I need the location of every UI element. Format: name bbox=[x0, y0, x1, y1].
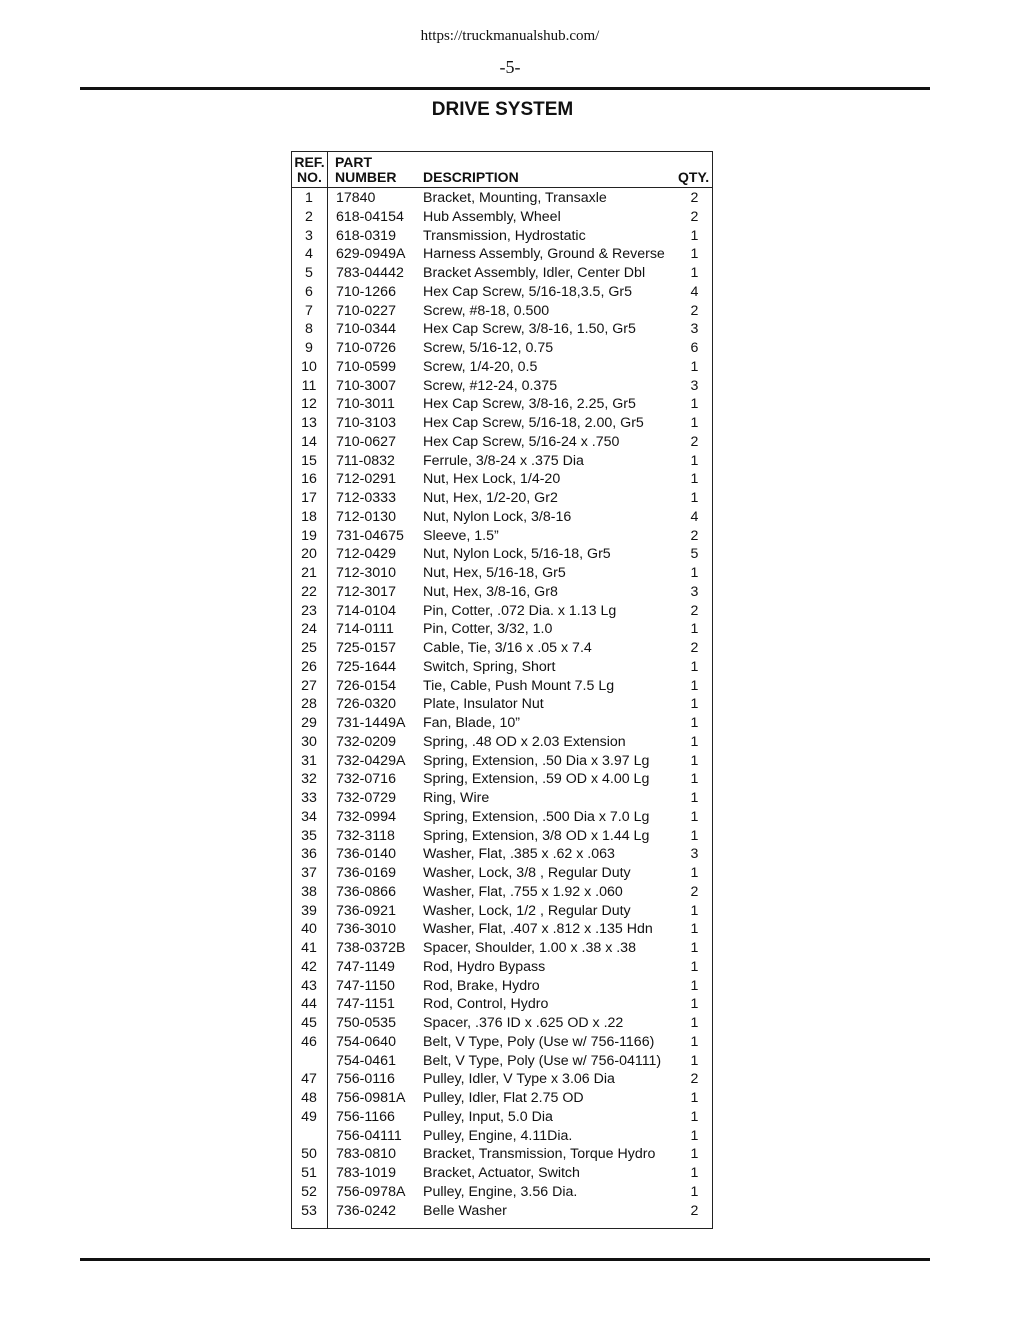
qty-cell: 1 bbox=[690, 490, 699, 506]
description-cell: Nut, Hex, 1/2-20, Gr2 bbox=[423, 490, 558, 506]
qty-cell: 1 bbox=[690, 246, 699, 263]
ref-no-cell: 17 bbox=[301, 490, 317, 506]
table-row bbox=[0, 1183, 1020, 1202]
table-row bbox=[0, 695, 1020, 714]
qty-cell: 1 bbox=[690, 865, 699, 881]
part-number-cell: 732-0729 bbox=[336, 790, 396, 806]
description-cell: Transmission, Hydrostatic bbox=[423, 227, 586, 244]
part-number-cell: 710-3103 bbox=[336, 415, 396, 431]
ref-no-cell: 34 bbox=[301, 808, 317, 825]
part-number-cell: 747-1149 bbox=[336, 958, 395, 975]
top-divider bbox=[80, 87, 930, 90]
qty-cell: 1 bbox=[690, 1108, 699, 1125]
description-cell: Pin, Cotter, .072 Dia. x 1.13 Lg bbox=[423, 602, 617, 619]
qty-cell: 2 bbox=[690, 527, 699, 544]
part-number-cell: 783-1019 bbox=[336, 1165, 396, 1181]
table-row bbox=[0, 452, 1020, 471]
part-number-cell: 711-0832 bbox=[336, 452, 395, 469]
table-row bbox=[0, 808, 1020, 827]
table-row bbox=[0, 302, 1020, 321]
table-row bbox=[0, 508, 1020, 527]
ref-no-cell: 48 bbox=[301, 1090, 317, 1106]
description-cell: Spacer, .376 ID x .625 OD x .22 bbox=[423, 1015, 624, 1031]
qty-cell: 3 bbox=[690, 321, 699, 338]
table-row bbox=[0, 995, 1020, 1014]
qty-cell: 1 bbox=[690, 752, 699, 769]
ref-no-cell: 22 bbox=[301, 583, 317, 600]
description-cell: Hex Cap Screw, 5/16-18,3.5, Gr5 bbox=[423, 283, 632, 300]
part-number-cell: 736-0140 bbox=[336, 846, 396, 863]
table-row bbox=[0, 527, 1020, 546]
ref-no-cell: 19 bbox=[301, 527, 317, 544]
description-cell: Hub Assembly, Wheel bbox=[423, 208, 561, 225]
page-number: -5- bbox=[499, 57, 521, 77]
ref-no-cell: 49 bbox=[301, 1108, 317, 1125]
ref-no-cell: 12 bbox=[301, 396, 317, 413]
description-cell: Pulley, Idler, V Type x 3.06 Dia bbox=[423, 1071, 615, 1088]
part-number-cell: 747-1150 bbox=[336, 977, 395, 994]
part-number-cell: 712-0333 bbox=[336, 490, 396, 506]
table-row bbox=[0, 189, 1020, 208]
ref-no-cell: 6 bbox=[305, 283, 313, 300]
page-title: DRIVE SYSTEM bbox=[431, 99, 574, 120]
table-row bbox=[0, 602, 1020, 621]
part-number-cell: 725-1644 bbox=[336, 658, 396, 675]
table-row bbox=[0, 545, 1020, 564]
part-number-cell: 714-0111 bbox=[336, 621, 394, 638]
table-row bbox=[0, 583, 1020, 602]
description-cell: Rod, Brake, Hydro bbox=[423, 977, 540, 994]
ref-no-cell: 13 bbox=[301, 415, 317, 431]
part-number-cell: 736-0169 bbox=[336, 865, 396, 881]
ref-no-cell: 8 bbox=[305, 321, 313, 338]
description-cell: Washer, Flat, .755 x 1.92 x .060 bbox=[423, 883, 623, 900]
description-cell: Bracket Assembly, Idler, Center Dbl bbox=[423, 265, 646, 281]
part-number-cell: 726-0154 bbox=[336, 677, 396, 694]
part-number-cell: 731-1449A bbox=[336, 715, 406, 731]
qty-cell: 1 bbox=[690, 696, 699, 713]
description-cell: Pin, Cotter, 3/32, 1.0 bbox=[423, 621, 553, 638]
ref-no-cell: 21 bbox=[301, 565, 317, 581]
ref-no-cell: 37 bbox=[301, 865, 317, 881]
part-number-cell: 710-0227 bbox=[336, 302, 396, 319]
description-cell: Spacer, Shoulder, 1.00 x .38 x .38 bbox=[423, 940, 636, 956]
ref-no-cell: 14 bbox=[301, 433, 317, 450]
qty-cell: 1 bbox=[690, 827, 699, 844]
table-row bbox=[0, 264, 1020, 283]
table-row bbox=[0, 977, 1020, 996]
qty-cell: 1 bbox=[690, 1127, 699, 1144]
ref-no-cell: 30 bbox=[301, 733, 317, 750]
qty-cell: 1 bbox=[690, 733, 699, 750]
part-number-cell: 750-0535 bbox=[336, 1015, 396, 1031]
qty-cell: 2 bbox=[690, 1202, 699, 1219]
description-cell: Spring, Extension, 3/8 OD x 1.44 Lg bbox=[423, 827, 650, 844]
table-row bbox=[0, 1108, 1020, 1127]
ref-no-cell: 53 bbox=[301, 1202, 317, 1219]
table-row bbox=[0, 1202, 1020, 1221]
qty-cell: 4 bbox=[690, 283, 699, 300]
description-cell: Cable, Tie, 3/16 x .05 x 7.4 bbox=[423, 640, 592, 656]
part-number-cell: 783-0810 bbox=[336, 1146, 396, 1163]
part-number-cell: 710-3011 bbox=[336, 396, 395, 413]
qty-cell: 1 bbox=[690, 1033, 699, 1050]
ref-no-cell: 39 bbox=[301, 902, 317, 919]
qty-cell: 1 bbox=[690, 715, 699, 731]
part-number-cell: 710-3007 bbox=[336, 377, 396, 394]
ref-no-cell: 42 bbox=[301, 958, 317, 975]
description-cell: Spring, Extension, .59 OD x 4.00 Lg bbox=[423, 771, 650, 788]
description-cell: Sleeve, 1.5” bbox=[423, 527, 499, 544]
part-number-cell: 754-0640 bbox=[336, 1033, 396, 1050]
part-number-cell: 756-04111 bbox=[336, 1127, 402, 1144]
ref-no-cell: 36 bbox=[301, 846, 317, 863]
description-cell: Screw, 5/16-12, 0.75 bbox=[423, 340, 554, 356]
description-cell: Hex Cap Screw, 3/8-16, 2.25, Gr5 bbox=[423, 396, 636, 413]
ref-no-cell: 33 bbox=[301, 790, 317, 806]
qty-cell: 3 bbox=[690, 377, 699, 394]
qty-cell: 3 bbox=[690, 846, 699, 863]
part-number-cell: 736-0242 bbox=[336, 1202, 396, 1219]
table-row bbox=[0, 339, 1020, 358]
qty-cell: 6 bbox=[690, 340, 699, 356]
ref-no-cell: 9 bbox=[305, 340, 313, 356]
table-row bbox=[0, 620, 1020, 639]
table-row bbox=[0, 789, 1020, 808]
table-row bbox=[0, 1145, 1020, 1164]
part-number-cell: 732-0209 bbox=[336, 733, 396, 750]
ref-no-cell: 23 bbox=[301, 602, 317, 619]
description-cell: Hex Cap Screw, 3/8-16, 1.50, Gr5 bbox=[423, 321, 636, 338]
description-cell: Nut, Hex, 5/16-18, Gr5 bbox=[423, 565, 566, 581]
description-cell: Switch, Spring, Short bbox=[423, 658, 556, 675]
table-row bbox=[0, 920, 1020, 939]
table-row bbox=[0, 358, 1020, 377]
description-cell: Washer, Flat, .385 x .62 x .063 bbox=[423, 846, 615, 863]
table-row bbox=[0, 433, 1020, 452]
description-cell: Nut, Hex Lock, 1/4-20 bbox=[423, 471, 561, 488]
part-number-cell: 714-0104 bbox=[336, 602, 396, 619]
part-number-cell: 732-0429A bbox=[336, 752, 406, 769]
qty-cell: 1 bbox=[690, 358, 699, 375]
description-cell: Belt, V Type, Poly (Use w/ 756-1166) bbox=[423, 1033, 655, 1050]
ref-no-cell: 11 bbox=[301, 377, 317, 394]
ref-no-cell: 27 bbox=[301, 677, 317, 694]
ref-no-cell: 43 bbox=[301, 977, 317, 994]
part-number-cell: 732-0994 bbox=[336, 808, 396, 825]
description-cell: Pulley, Engine, 4.11Dia. bbox=[423, 1127, 573, 1144]
qty-cell: 1 bbox=[690, 958, 699, 975]
table-row bbox=[0, 639, 1020, 658]
table-row bbox=[0, 1014, 1020, 1033]
qty-cell: 2 bbox=[690, 602, 699, 619]
ref-no-cell: 35 bbox=[301, 827, 317, 844]
description-cell: Rod, Control, Hydro bbox=[423, 996, 549, 1013]
part-number-cell: 756-0981A bbox=[336, 1090, 406, 1106]
part-number-cell: 732-0716 bbox=[336, 771, 396, 788]
description-cell: Washer, Lock, 3/8 , Regular Duty bbox=[423, 865, 631, 881]
qty-cell: 1 bbox=[690, 677, 699, 694]
ref-no-cell: 46 bbox=[301, 1033, 317, 1050]
description-cell: Nut, Nylon Lock, 5/16-18, Gr5 bbox=[423, 546, 611, 563]
table-row bbox=[0, 770, 1020, 789]
ref-no-cell: 18 bbox=[301, 508, 317, 525]
description-cell: Belle Washer bbox=[423, 1202, 507, 1219]
part-number-cell: 747-1151 bbox=[336, 996, 395, 1013]
column-header-qty: QTY. bbox=[678, 169, 710, 185]
qty-cell: 1 bbox=[690, 940, 699, 956]
table-row bbox=[0, 1127, 1020, 1146]
ref-no-cell: 26 bbox=[301, 658, 317, 675]
ref-no-cell: 47 bbox=[301, 1071, 317, 1088]
description-cell: Screw, #12-24, 0.375 bbox=[423, 377, 558, 394]
description-cell: Spring, .48 OD x 2.03 Extension bbox=[423, 733, 626, 750]
part-number-cell: 726-0320 bbox=[336, 696, 396, 713]
ref-no-cell: 52 bbox=[301, 1183, 317, 1200]
part-number-cell: 756-1166 bbox=[336, 1108, 395, 1125]
qty-cell: 1 bbox=[690, 1165, 699, 1181]
column-header-ref-no: REF. NO. bbox=[294, 154, 325, 185]
table-row bbox=[0, 377, 1020, 396]
part-number-cell: 712-3017 bbox=[336, 583, 396, 600]
ref-no-cell: 32 bbox=[301, 771, 317, 788]
description-cell: Hex Cap Screw, 5/16-24 x .750 bbox=[423, 433, 620, 450]
table-row bbox=[0, 395, 1020, 414]
table-row bbox=[0, 845, 1020, 864]
qty-cell: 1 bbox=[690, 1052, 699, 1069]
ref-no-cell: 7 bbox=[305, 302, 313, 319]
part-number-cell: 756-0116 bbox=[336, 1071, 395, 1088]
description-cell: Bracket, Transmission, Torque Hydro bbox=[423, 1146, 656, 1163]
qty-cell: 2 bbox=[690, 302, 699, 319]
table-row bbox=[0, 677, 1020, 696]
table-row bbox=[0, 470, 1020, 489]
description-cell: Washer, Flat, .407 x .812 x .135 Hdn bbox=[423, 921, 653, 938]
qty-cell: 1 bbox=[690, 790, 699, 806]
description-cell: Ring, Wire bbox=[423, 790, 490, 806]
description-cell: Harness Assembly, Ground & Reverse bbox=[423, 246, 665, 263]
description-cell: Spring, Extension, .50 Dia x 3.97 Lg bbox=[423, 752, 650, 769]
part-number-cell: 725-0157 bbox=[336, 640, 396, 656]
qty-cell: 1 bbox=[690, 996, 699, 1013]
qty-cell: 2 bbox=[690, 190, 699, 206]
description-cell: Bracket, Mounting, Transaxle bbox=[423, 190, 607, 206]
qty-cell: 1 bbox=[690, 902, 699, 919]
qty-cell: 1 bbox=[690, 565, 699, 581]
description-cell: Tie, Cable, Push Mount 7.5 Lg bbox=[423, 677, 615, 694]
parts-table-body bbox=[0, 189, 1020, 1220]
table-row bbox=[0, 414, 1020, 433]
ref-no-cell: 5 bbox=[305, 265, 313, 281]
ref-no-cell: 16 bbox=[301, 471, 317, 488]
qty-cell: 1 bbox=[690, 771, 699, 788]
table-row bbox=[0, 1033, 1020, 1052]
ref-no-cell: 50 bbox=[301, 1146, 317, 1163]
column-header-part-number: PART NUMBER bbox=[335, 154, 397, 185]
description-cell: Ferrule, 3/8-24 x .375 Dia bbox=[423, 452, 584, 469]
ref-no-cell: 4 bbox=[305, 246, 313, 263]
table-row bbox=[0, 245, 1020, 264]
table-row bbox=[0, 883, 1020, 902]
qty-cell: 3 bbox=[690, 583, 699, 600]
part-number-cell: 712-3010 bbox=[336, 565, 396, 581]
part-number-cell: 754-0461 bbox=[336, 1052, 396, 1069]
qty-cell: 1 bbox=[690, 621, 699, 638]
ref-no-cell: 20 bbox=[301, 546, 317, 563]
part-number-cell: 17840 bbox=[336, 190, 376, 206]
qty-cell: 1 bbox=[690, 227, 699, 244]
description-cell: Fan, Blade, 10” bbox=[423, 715, 521, 731]
ref-no-cell: 44 bbox=[301, 996, 317, 1013]
ref-no-cell: 40 bbox=[301, 921, 317, 938]
table-row bbox=[0, 1089, 1020, 1108]
ref-no-cell: 31 bbox=[301, 752, 317, 769]
qty-cell: 1 bbox=[690, 977, 699, 994]
table-row bbox=[0, 902, 1020, 921]
ref-no-cell: 45 bbox=[301, 1015, 317, 1031]
table-row bbox=[0, 1052, 1020, 1071]
part-number-cell: 732-3118 bbox=[336, 827, 395, 844]
ref-no-cell: 28 bbox=[301, 696, 317, 713]
table-row bbox=[0, 1070, 1020, 1089]
part-number-cell: 738-0372B bbox=[336, 940, 406, 956]
description-cell: Pulley, Engine, 3.56 Dia. bbox=[423, 1183, 578, 1200]
table-row bbox=[0, 1164, 1020, 1183]
table-row bbox=[0, 564, 1020, 583]
source-url: https://truckmanualshub.com/ bbox=[420, 28, 600, 44]
description-cell: Screw, 1/4-20, 0.5 bbox=[423, 358, 538, 375]
part-number-cell: 736-0921 bbox=[336, 902, 396, 919]
ref-no-cell: 24 bbox=[301, 621, 317, 638]
description-cell: Belt, V Type, Poly (Use w/ 756-04111) bbox=[423, 1052, 662, 1069]
qty-cell: 1 bbox=[690, 808, 699, 825]
part-number-cell: 736-3010 bbox=[336, 921, 396, 938]
table-row bbox=[0, 733, 1020, 752]
part-number-cell: 710-1266 bbox=[336, 283, 396, 300]
description-cell: Nut, Hex, 3/8-16, Gr8 bbox=[423, 583, 558, 600]
qty-cell: 1 bbox=[690, 471, 699, 488]
part-number-cell: 712-0291 bbox=[336, 471, 396, 488]
column-header-description: DESCRIPTION bbox=[423, 169, 519, 185]
part-number-cell: 783-04442 bbox=[336, 265, 404, 281]
qty-cell: 2 bbox=[690, 640, 699, 656]
description-cell: Nut, Nylon Lock, 3/8-16 bbox=[423, 508, 572, 525]
ref-no-cell: 38 bbox=[301, 883, 317, 900]
description-cell: Bracket, Actuator, Switch bbox=[423, 1165, 580, 1181]
table-row bbox=[0, 939, 1020, 958]
part-number-cell: 629-0949A bbox=[336, 246, 406, 263]
table-row bbox=[0, 320, 1020, 339]
qty-cell: 1 bbox=[690, 1146, 699, 1163]
qty-cell: 4 bbox=[690, 508, 699, 525]
table-row bbox=[0, 827, 1020, 846]
part-number-cell: 710-0627 bbox=[336, 433, 396, 450]
part-number-cell: 710-0726 bbox=[336, 340, 396, 356]
part-number-cell: 736-0866 bbox=[336, 883, 396, 900]
table-row bbox=[0, 752, 1020, 771]
qty-cell: 1 bbox=[690, 658, 699, 675]
part-number-cell: 618-04154 bbox=[336, 208, 404, 225]
qty-cell: 2 bbox=[690, 433, 699, 450]
qty-cell: 5 bbox=[690, 546, 699, 563]
qty-cell: 1 bbox=[690, 1183, 699, 1200]
ref-no-cell: 3 bbox=[305, 227, 313, 244]
qty-cell: 1 bbox=[690, 1015, 699, 1031]
description-cell: Hex Cap Screw, 5/16-18, 2.00, Gr5 bbox=[423, 415, 644, 431]
qty-cell: 1 bbox=[690, 396, 699, 413]
ref-no-cell: 29 bbox=[301, 715, 317, 731]
table-row bbox=[0, 208, 1020, 227]
part-number-cell: 710-0344 bbox=[336, 321, 396, 338]
table-row bbox=[0, 714, 1020, 733]
qty-cell: 1 bbox=[690, 921, 699, 938]
part-number-cell: 712-0429 bbox=[336, 546, 396, 563]
description-cell: Rod, Hydro Bypass bbox=[423, 958, 546, 975]
qty-cell: 1 bbox=[690, 265, 699, 281]
ref-no-cell: 15 bbox=[301, 452, 317, 469]
description-cell: Washer, Lock, 1/2 , Regular Duty bbox=[423, 902, 631, 919]
ref-no-cell: 10 bbox=[301, 358, 317, 375]
ref-no-cell: 25 bbox=[301, 640, 317, 656]
qty-cell: 1 bbox=[690, 415, 699, 431]
ref-no-cell: 41 bbox=[301, 940, 317, 956]
table-row bbox=[0, 658, 1020, 677]
ref-no-cell: 51 bbox=[301, 1165, 317, 1181]
part-number-cell: 756-0978A bbox=[336, 1183, 406, 1200]
part-number-cell: 710-0599 bbox=[336, 358, 396, 375]
table-row bbox=[0, 489, 1020, 508]
table-row bbox=[0, 283, 1020, 302]
table-row bbox=[0, 864, 1020, 883]
qty-cell: 2 bbox=[690, 883, 699, 900]
table-row bbox=[0, 227, 1020, 246]
part-number-cell: 731-04675 bbox=[336, 527, 404, 544]
description-cell: Spring, Extension, .500 Dia x 7.0 Lg bbox=[423, 808, 650, 825]
part-number-cell: 712-0130 bbox=[336, 508, 396, 525]
ref-no-cell: 1 bbox=[305, 190, 313, 206]
description-cell: Pulley, Input, 5.0 Dia bbox=[423, 1108, 553, 1125]
qty-cell: 1 bbox=[690, 1090, 699, 1106]
qty-cell: 1 bbox=[690, 452, 699, 469]
qty-cell: 2 bbox=[690, 1071, 699, 1088]
qty-cell: 2 bbox=[690, 208, 699, 225]
description-cell: Pulley, Idler, Flat 2.75 OD bbox=[423, 1090, 584, 1106]
header-divider bbox=[291, 187, 713, 188]
ref-no-cell: 2 bbox=[305, 208, 313, 225]
description-cell: Plate, Insulator Nut bbox=[423, 696, 544, 713]
part-number-cell: 618-0319 bbox=[336, 227, 396, 244]
table-row bbox=[0, 958, 1020, 977]
bottom-divider bbox=[80, 1258, 930, 1261]
description-cell: Screw, #8-18, 0.500 bbox=[423, 302, 550, 319]
